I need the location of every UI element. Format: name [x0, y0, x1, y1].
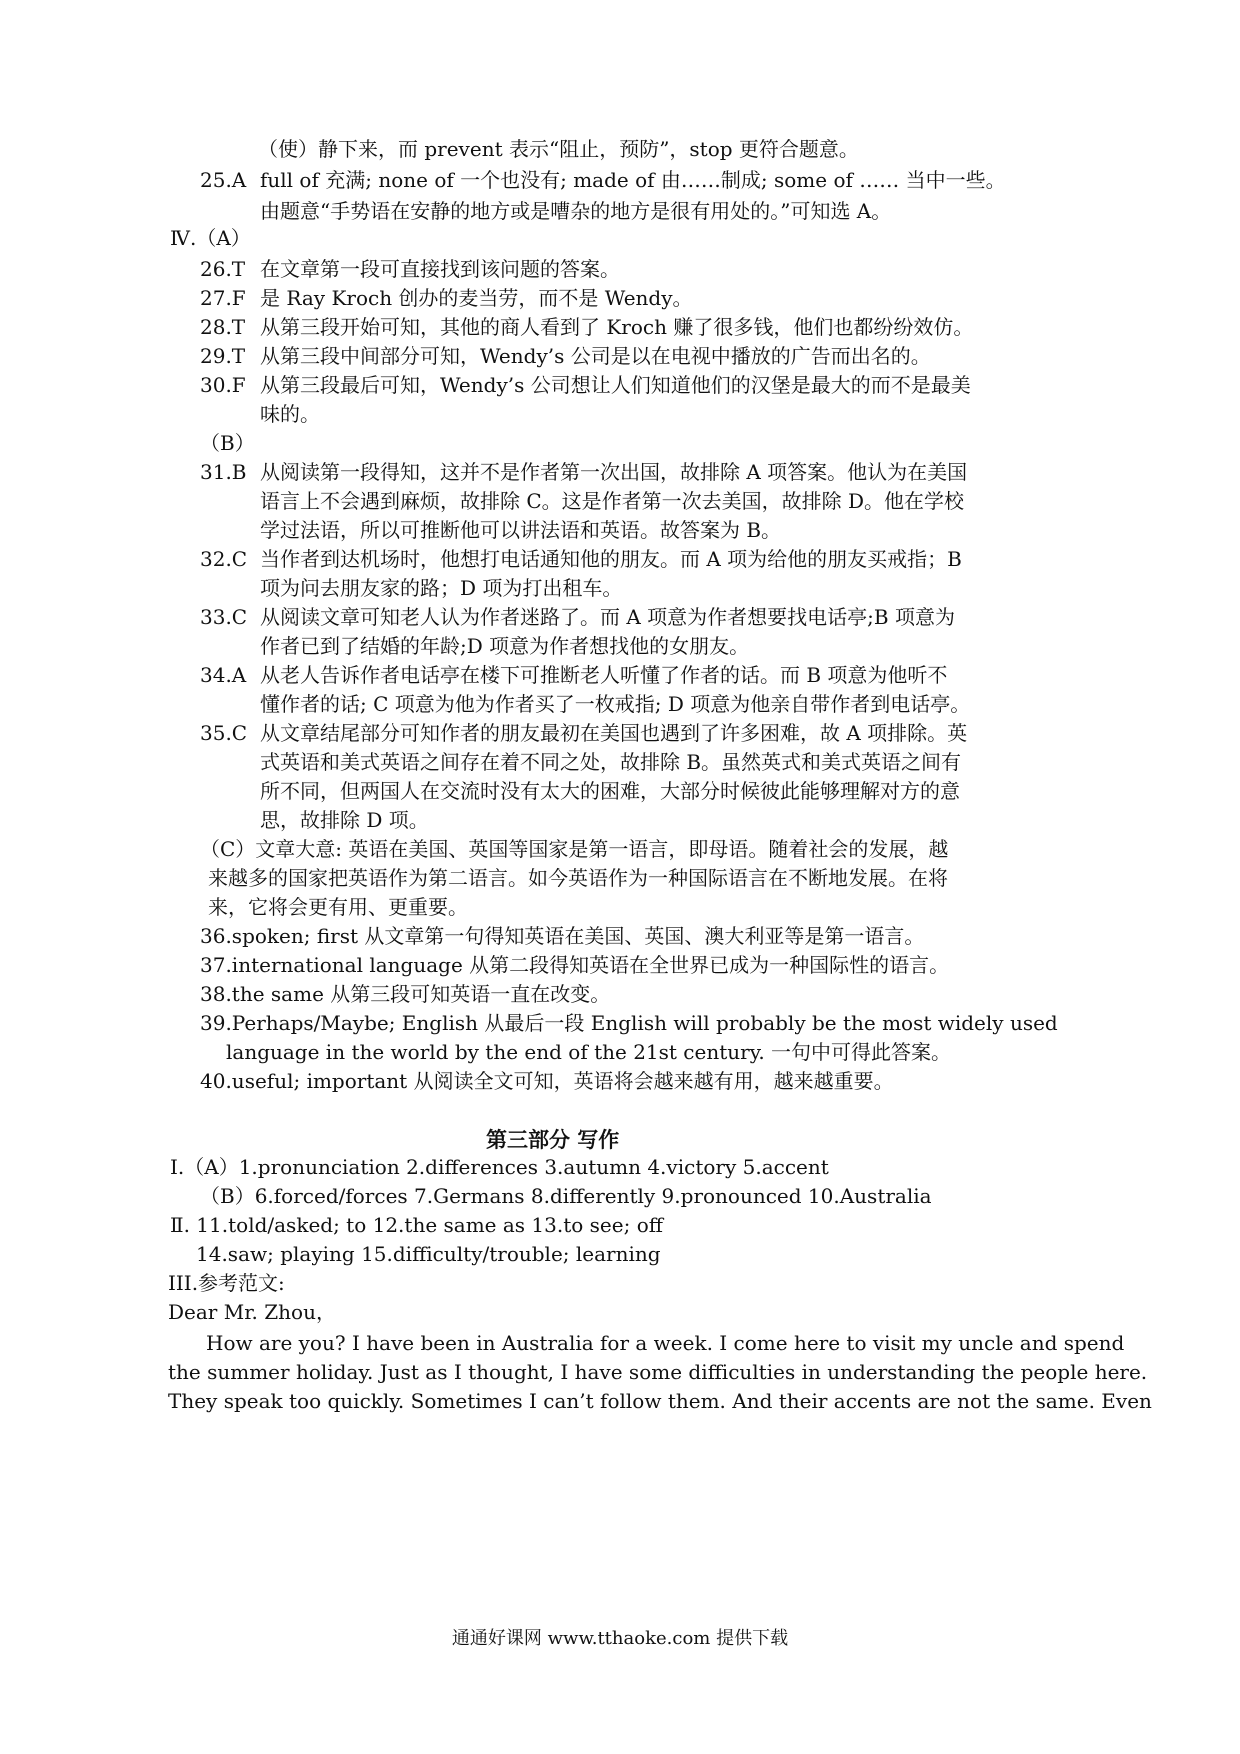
text-line: 项为问去朋友家的路；D 项为打出租车。 — [260, 576, 623, 600]
page-footer: 通通好课网 www.tthaoke.com 提供下载 — [451, 1628, 789, 1649]
answer-number: 34.A — [200, 663, 247, 687]
answer-item-39: 39.Perhaps/Maybe; English 从最后一段 English will probably be the most widely used — [200, 1011, 1058, 1035]
part-heading: 第三部分 写作 — [486, 1127, 620, 1152]
answer-explanation: 在文章第一段可直接找到该问题的答案。 — [260, 257, 620, 281]
sample-essay-heading: III.参考范文: — [168, 1271, 285, 1295]
essay-line: They speak too quickly. Sometimes I can’t follow them. And their accents are not the same. Even — [168, 1389, 1152, 1413]
text-line: 语言上不会遇到麻烦，故排除 C。这是作者第一次去美国，故排除 D。他在学校 — [260, 489, 965, 513]
answer-item-38: 38.the same 从第三段可知英语一直在改变。 — [200, 982, 611, 1006]
answer-number: 28.T — [200, 315, 246, 339]
answer-number: 26.T — [200, 257, 246, 281]
text-line: 式英语和美式英语之间存在着不同之处，故排除 B。虽然英式和美式英语之间有 — [260, 750, 962, 774]
text-line: （使）静下来，而 prevent 表示“阻止，预防”，stop 更符合题意。 — [258, 137, 859, 161]
answer-number: 31.B — [200, 460, 247, 484]
text-line: 懂作者的话; C 项意为他为作者买了一枚戒指; D 项意为他亲自带作者到电话亭。 — [260, 692, 971, 716]
answer-item-36: 36.spoken; first 从文章第一句得知英语在美国、英国、澳大利亚等是第一语言。 — [200, 924, 925, 948]
answer-explanation: 从第三段中间部分可知，Wendy’s 公司是以在电视中播放的广告而出名的。 — [260, 344, 931, 368]
answer-explanation: 从文章结尾部分可知作者的朋友最初在美国也遇到了许多困难，故 A 项排除。英 — [260, 721, 968, 745]
letter-salutation: Dear Mr. Zhou， — [168, 1300, 336, 1324]
text-line: 所不同，但两国人在交流时没有太大的困难，大部分时候彼此能够理解对方的意 — [260, 779, 960, 803]
answer-explanation: 从第三段开始可知，其他的商人看到了 Kroch 赚了很多钱，他们也都纷纷效仿。 — [260, 315, 974, 339]
text-line: language in the world by the end of the 21st century. 一句中可得此答案。 — [226, 1040, 952, 1064]
answer-number: 33.C — [200, 605, 248, 629]
writing-answers-2a: Ⅱ. 11.told/asked; to 12.the same as 13.to see; off — [170, 1213, 663, 1237]
answer-explanation: 从第三段最后可知，Wendy’s 公司想让人们知道他们的汉堡是最大的而不是最美 — [260, 373, 971, 397]
section-heading: （B） — [200, 431, 255, 455]
writing-answers-1b: （B）6.forced/forces 7.Germans 8.differently 9.pronounced 10.Australia — [200, 1184, 932, 1208]
writing-answers-2b: 14.saw; playing 15.difficulty/trouble; learning — [196, 1242, 661, 1266]
passage-summary-line: （C）文章大意: 英语在美国、英国等国家是第一语言，即母语。随着社会的发展，越 — [200, 837, 949, 861]
answer-explanation: 从阅读文章可知老人认为作者迷路了。而 A 项意为作者想要找电话亭;B 项意为 — [260, 605, 955, 629]
section-heading: Ⅳ.（A） — [170, 226, 251, 250]
answer-number: 25.A — [200, 168, 247, 192]
writing-answers-1a: Ⅰ.（A）1.pronunciation 2.differences 3.autumn 4.victory 5.accent — [170, 1155, 829, 1179]
answer-explanation: 当作者到达机场时，他想打电话通知他的朋友。而 A 项为给他的朋友买戒指；B — [260, 547, 962, 571]
answer-number: 30.F — [200, 373, 246, 397]
essay-line: the summer holiday. Just as I thought, I have some difficulties in understanding the people here. — [168, 1360, 1148, 1384]
answer-explanation: 从老人告诉作者电话亭在楼下可推断老人听懂了作者的话。而 B 项意为他听不 — [260, 663, 948, 687]
answer-item-25 — [200, 164, 1006, 197]
answer-number: 27.F — [200, 286, 246, 310]
text-line: 由题意“手势语在安静的地方或是嘈杂的地方是很有用处的。”可知选 A。 — [260, 199, 892, 223]
answer-number: 29.T — [200, 344, 246, 368]
passage-summary-line: 来越多的国家把英语作为第二语言。如今英语作为一种国际语言在不断地发展。在将 — [208, 866, 948, 890]
answer-explanation: 是 Ray Kroch 创办的麦当劳，而不是 Wendy。 — [260, 286, 693, 310]
answer-item-37: 37.international language 从第二段得知英语在全世界已成为一种国际性的语言。 — [200, 953, 950, 977]
answer-item-40: 40.useful; important 从阅读全文可知，英语将会越来越有用，越来越重要。 — [200, 1069, 894, 1093]
text-line: 思，故排除 D 项。 — [260, 808, 429, 832]
answer-number: 35.C — [200, 721, 248, 745]
text-line: 作者已到了结婚的年龄;D 项意为作者想找他的女朋友。 — [260, 634, 750, 658]
answer-explanation: 从阅读第一段得知，这并不是作者第一次出国，故排除 A 项答案。他认为在美国 — [260, 460, 968, 484]
answer-number: 32.C — [200, 547, 248, 571]
text-line: 学过法语，所以可推断他可以讲法语和英语。故答案为 B。 — [260, 518, 782, 542]
passage-summary-line: 来，它将会更有用、更重要。 — [208, 895, 468, 919]
answer-explanation: full of 充满; none of 一个也没有; made of 由……制成; some of …… 当中一些。 — [260, 168, 1006, 192]
text-line: 味的。 — [260, 402, 320, 426]
essay-line: How are you? I have been in Australia for a week. I come here to visit my uncle and spend — [206, 1331, 1125, 1355]
